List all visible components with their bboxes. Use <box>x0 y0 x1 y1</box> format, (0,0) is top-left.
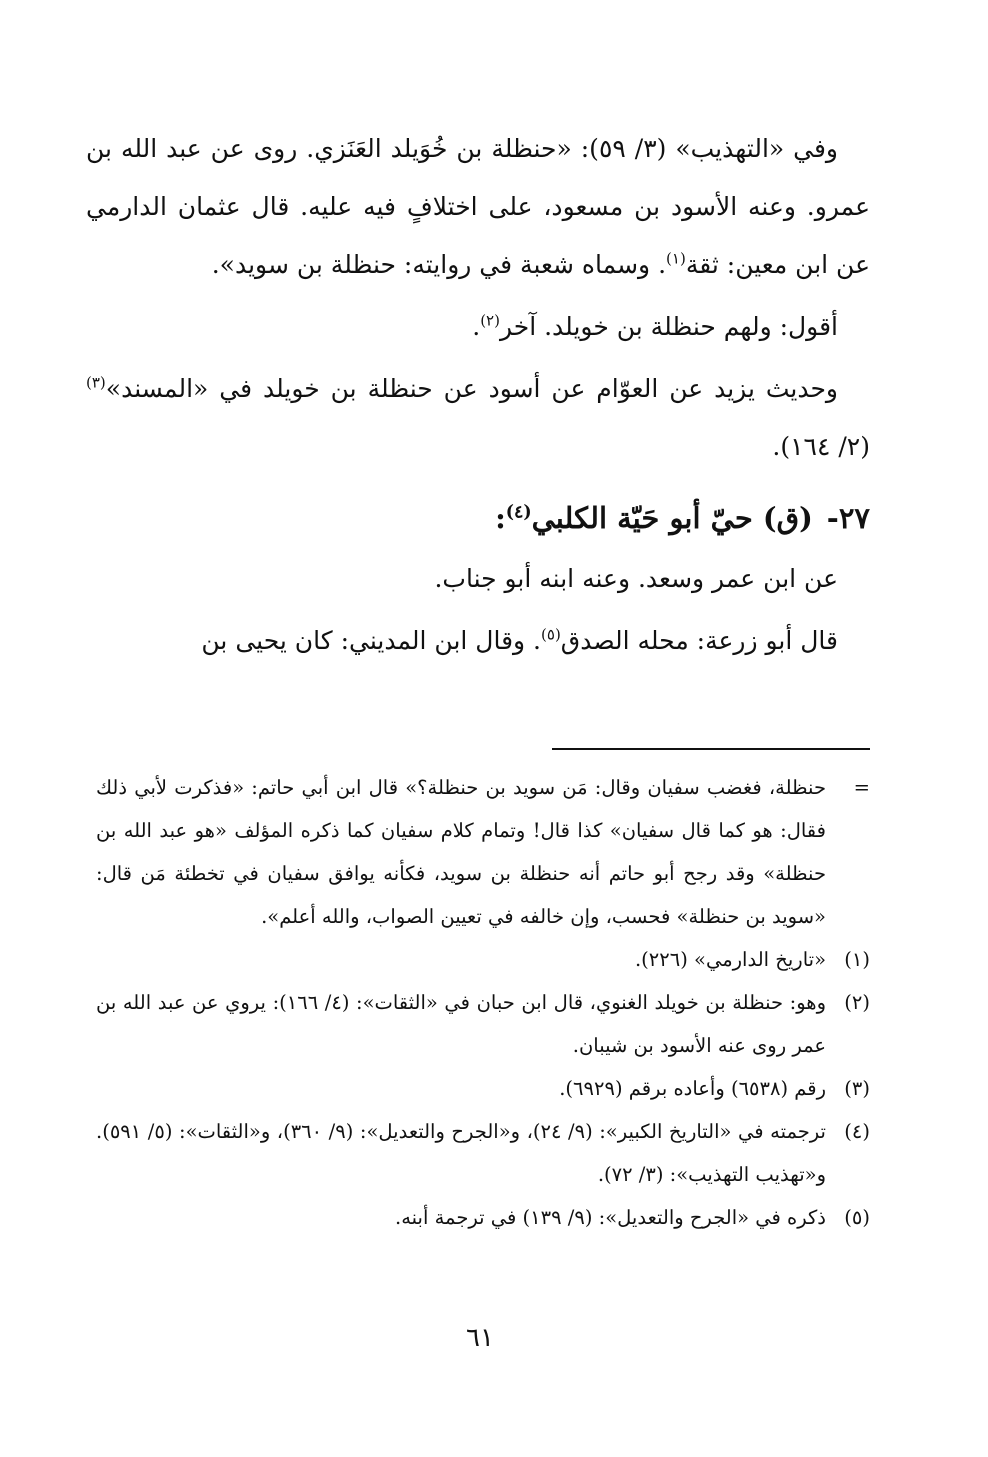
footnote-continuation-mark: = <box>853 776 870 799</box>
footnote-3 <box>96 1067 870 1110</box>
footnote-ref-2[interactable]: (٢) <box>480 311 500 330</box>
paragraph-abu-zura <box>86 612 870 670</box>
footnote-ref-5[interactable]: (٥) <box>541 625 561 644</box>
entry-number: ٢٧- <box>826 501 870 535</box>
entry-title: (ق) حيّ أبو حَيّة الكلبي <box>531 501 813 535</box>
footnote-number: (١) <box>844 948 870 971</box>
paragraph-text: . وسماه شعبة في روايته: حنظلة بن سويد». <box>211 250 667 279</box>
paragraph-text: وحديث يزيد عن العوّام عن أسود عن حنظلة بن خويلد في «المسند» <box>105 374 838 403</box>
footnote-2 <box>96 981 870 1067</box>
paragraph-narrators <box>86 550 870 608</box>
footnote-number: (٥) <box>844 1206 870 1229</box>
footnote-text: ترجمته في «التاريخ الكبير»: (٩/ ٢٤)، و«الجرح والتعديل»: (٩/ ٣٦٠)، و«الثقات»: (٥/ ٥٩١). و«تهذيب التهذيب»: (٣/ ٧٢). <box>96 1120 826 1186</box>
footnote-text: حنظلة، فغضب سفيان وقال: مَن سويد بن حنظلة؟» قال ابن أبي حاتم: «فذكرت لأبي ذلك فقال: هو كما قال سفيان» كذا قال! وتمام كلام سفيان كما ذكره المؤلف «هو عبد الله بن حنظلة» وقد رجح أبو حاتم أنه حنظلة بن سويد، فكأنه يوافق سفيان في تخطئة مَن قال: «سويد بن حنظلة» فحسب، وإن خالفه في تعيين الصواب، والله أعلم». <box>96 776 826 928</box>
main-text <box>86 120 870 670</box>
entry-heading <box>86 486 870 550</box>
entry-title-colon: : <box>495 501 506 535</box>
paragraph-text: أقول: ولهم حنظلة بن خويلد. آخر <box>499 312 838 341</box>
footnote-text: وهو: حنظلة بن خويلد الغنوي، قال ابن حبان في «الثقات»: (٤/ ١٦٦): يروي عن عبد الله بن عمر روى عنه الأسود بن شيبان. <box>96 991 826 1057</box>
footnote-5 <box>96 1196 870 1239</box>
paragraph-text: . <box>472 312 481 341</box>
footnote-number: (٤) <box>844 1120 870 1143</box>
footnote-ref-1[interactable]: (١) <box>666 249 686 268</box>
paragraph-tahdhib-quote <box>86 120 870 294</box>
footnote-continuation <box>96 766 870 938</box>
footnote-separator <box>552 748 870 750</box>
paragraph-musnad-hadith <box>86 360 870 476</box>
page-number: ٦١ <box>466 1323 494 1353</box>
paragraph-text: . وقال ابن المديني: كان يحيى بن <box>201 626 542 655</box>
footnote-1 <box>96 938 870 981</box>
footnote-ref-4[interactable]: (٤) <box>505 502 532 523</box>
footnote-ref-3[interactable]: (٣) <box>86 373 106 392</box>
paragraph-text: وفي «التهذيب» (٣/ ٥٩): «حنظلة بن خُوَيلد العَنَزي. روى عن عبد الله بن عمرو. وعنه الأسود بن مسعود، على اختلافٍ فيه عليه. قال عثمان الدارمي عن ابن معين: ثقة <box>86 134 870 279</box>
footnote-4 <box>96 1110 870 1196</box>
footnote-number: (٣) <box>844 1077 870 1100</box>
footnotes-section <box>96 766 870 1239</box>
paragraph-text: (٢/ ١٦٤). <box>772 432 870 461</box>
paragraph-text: عن ابن عمر وسعد. وعنه ابنه أبو جناب. <box>434 564 838 593</box>
footnote-text: «تاريخ الدارمي» (٢٢٦). <box>634 948 826 971</box>
footnote-number: (٢) <box>844 991 870 1014</box>
footnote-text: ذكره في «الجرح والتعديل»: (٩/ ١٣٩) في ترجمة أبنه. <box>395 1206 826 1229</box>
footnote-text: رقم (٦٥٣٨) وأعاده برقم (٦٩٢٩). <box>559 1077 826 1100</box>
paragraph-author-comment <box>86 298 870 356</box>
paragraph-text: قال أبو زرعة: محله الصدق <box>560 626 838 655</box>
